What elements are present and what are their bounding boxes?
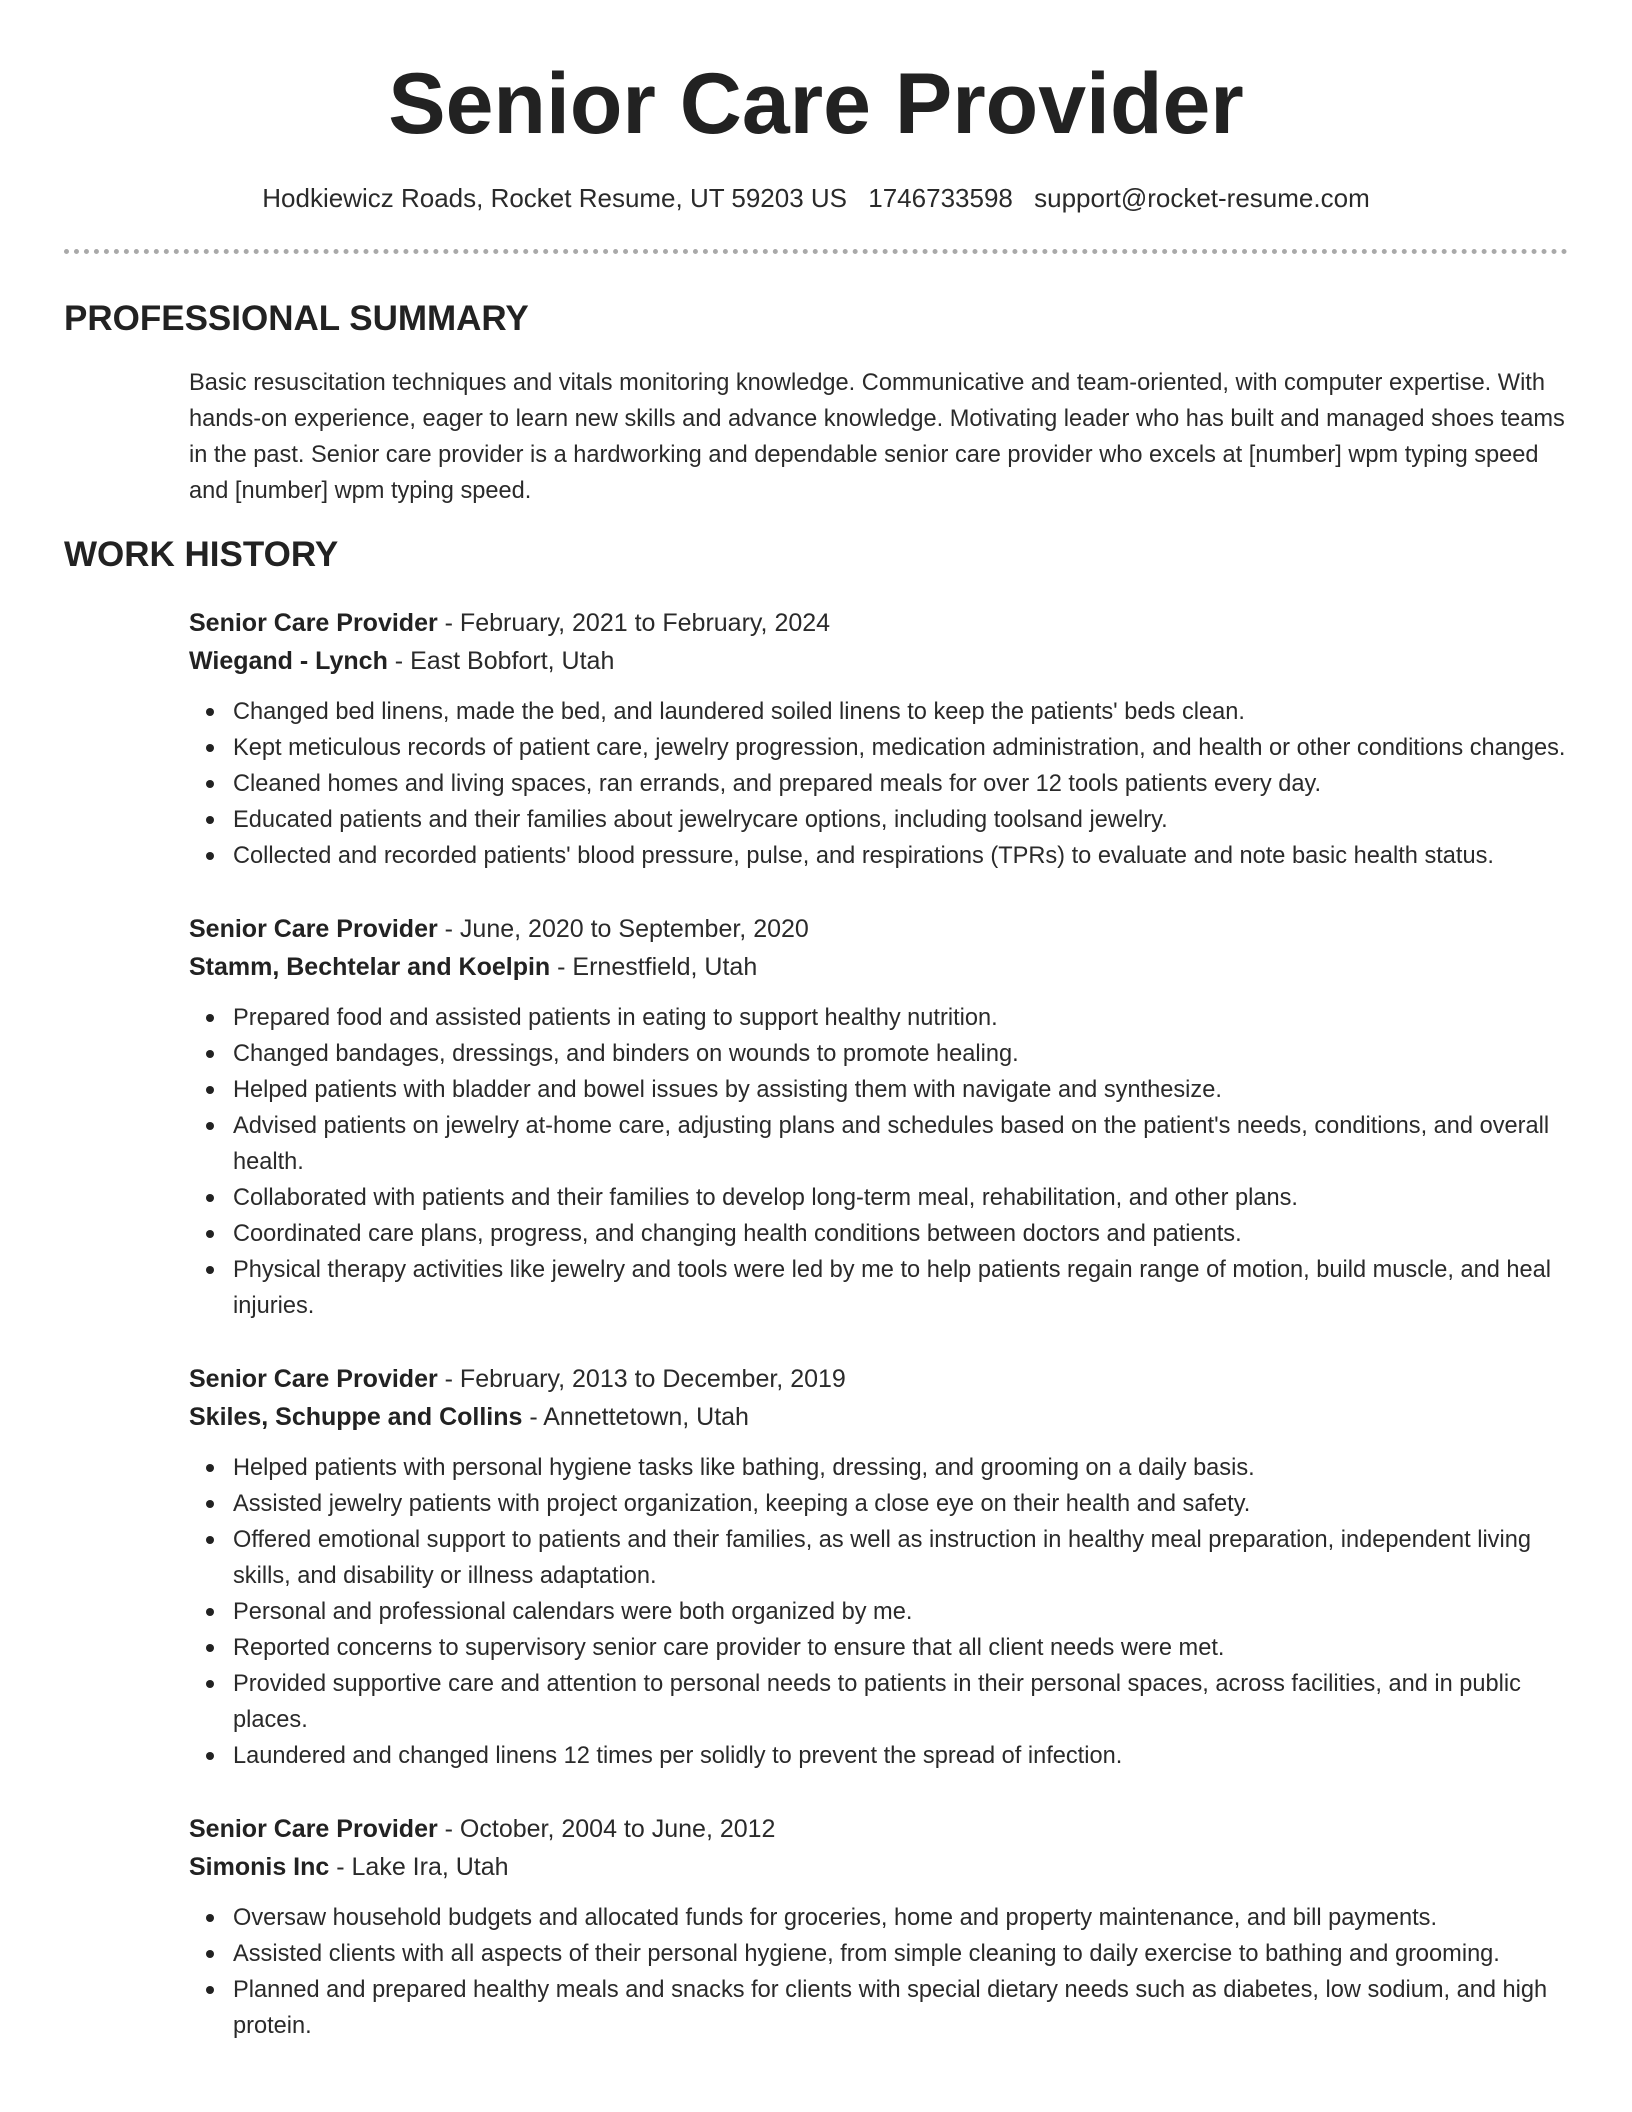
job-company: Stamm, Bechtelar and Koelpin xyxy=(189,953,551,981)
job-title-line xyxy=(189,1810,1569,1848)
job-company: Simonis Inc xyxy=(189,1853,330,1881)
job-bullet: Kept meticulous records of patient care, jewelry progression, medication administration, and health or other conditions changes. xyxy=(189,730,1569,766)
job-bullet: Cleaned homes and living spaces, ran errands, and prepared meals for over 12 tools patients every day. xyxy=(189,766,1569,802)
resume-name: Senior Care Provider xyxy=(388,56,1244,152)
job-bullet: Helped patients with bladder and bowel issues by assisting them with navigate and synthesize. xyxy=(189,1072,1569,1108)
job-dates: - October, 2004 to June, 2012 xyxy=(437,1815,776,1843)
job-bullet: Prepared food and assisted patients in eating to support healthy nutrition. xyxy=(189,1000,1569,1036)
job-company: Skiles, Schuppe and Collins xyxy=(189,1403,523,1431)
work-history-list xyxy=(189,604,1569,2044)
job-bullet: Changed bed linens, made the bed, and laundered soiled linens to keep the patients' beds clean. xyxy=(189,694,1569,730)
job-role: Senior Care Provider xyxy=(189,609,438,637)
job-entry xyxy=(189,604,1569,874)
job-bullet: Reported concerns to supervisory senior care provider to ensure that all client needs were met. xyxy=(189,1630,1569,1666)
job-entry xyxy=(189,1810,1569,2044)
job-bullet: Oversaw household budgets and allocated funds for groceries, home and property maintenance, and bill payments. xyxy=(189,1900,1569,1936)
job-bullet: Collected and recorded patients' blood pressure, pulse, and respirations (TPRs) to evaluate and note basic health status. xyxy=(189,838,1569,874)
job-company-line xyxy=(189,1848,1569,1886)
job-bullet: Planned and prepared healthy meals and snacks for clients with special dietary needs such as diabetes, low sodium, and high protein. xyxy=(189,1972,1569,2044)
job-bullet: Laundered and changed linens 12 times per solidly to prevent the spread of infection. xyxy=(189,1738,1569,1774)
job-bullets xyxy=(189,1000,1569,1324)
job-location: - Annettetown, Utah xyxy=(522,1403,749,1431)
summary-text: Basic resuscitation techniques and vitals monitoring knowledge. Communicative and team-oriented, with computer expertise. With hands-on experience, eager to learn new skills and advance knowledge. Motivating leader who has built and managed shoes teams in the past. Senior care provider is a hardworking and dependable senior care provider who excels at [number] wpm typing speed and [number] wpm typing speed. xyxy=(189,370,1565,504)
job-company: Wiegand - Lynch xyxy=(189,647,388,675)
job-company-line xyxy=(189,948,1569,986)
work-history-heading: WORK HISTORY xyxy=(64,535,339,574)
job-dates: - February, 2013 to December, 2019 xyxy=(437,1365,846,1393)
job-title-line xyxy=(189,1360,1569,1398)
job-bullet: Provided supportive care and attention to personal needs to patients in their personal spaces, across facilities, and in public places. xyxy=(189,1666,1569,1738)
contact-info xyxy=(0,180,1632,216)
job-dates: - February, 2021 to February, 2024 xyxy=(437,609,831,637)
job-bullet: Advised patients on jewelry at-home care, adjusting plans and schedules based on the patient's needs, conditions, and overall health. xyxy=(189,1108,1569,1180)
job-spacer xyxy=(189,874,1569,910)
job-bullet: Offered emotional support to patients and their families, as well as instruction in healthy meal preparation, independent living skills, and disability or illness adaptation. xyxy=(189,1522,1569,1594)
job-bullet: Changed bandages, dressings, and binders on wounds to promote healing. xyxy=(189,1036,1569,1072)
job-entry xyxy=(189,1360,1569,1774)
job-title-line xyxy=(189,604,1569,642)
job-role: Senior Care Provider xyxy=(189,915,438,943)
summary-heading: PROFESSIONAL SUMMARY xyxy=(64,299,529,338)
job-role: Senior Care Provider xyxy=(189,1815,438,1843)
job-bullet: Educated patients and their families about jewelrycare options, including toolsand jewelry. xyxy=(189,802,1569,838)
job-location: - Ernestfield, Utah xyxy=(550,953,758,981)
header-divider xyxy=(64,249,1568,254)
job-bullets xyxy=(189,694,1569,874)
job-location: - East Bobfort, Utah xyxy=(387,647,615,675)
job-company-line xyxy=(189,1398,1569,1436)
job-bullet: Assisted clients with all aspects of their personal hygiene, from simple cleaning to daily exercise to bathing and grooming. xyxy=(189,1936,1569,1972)
job-bullet: Helped patients with personal hygiene tasks like bathing, dressing, and grooming on a daily basis. xyxy=(189,1450,1569,1486)
job-bullet: Assisted jewelry patients with project organization, keeping a close eye on their health and safety. xyxy=(189,1486,1569,1522)
contact-email[interactable]: support@rocket-resume.com xyxy=(1034,183,1370,213)
job-entry xyxy=(189,910,1569,1324)
job-bullet: Coordinated care plans, progress, and changing health conditions between doctors and patients. xyxy=(189,1216,1569,1252)
contact-phone: 1746733598 xyxy=(868,183,1013,213)
job-bullets xyxy=(189,1900,1569,2044)
job-company-line xyxy=(189,642,1569,680)
job-role: Senior Care Provider xyxy=(189,1365,438,1393)
job-bullet: Personal and professional calendars were both organized by me. xyxy=(189,1594,1569,1630)
contact-address: Hodkiewicz Roads, Rocket Resume, UT 59203 US xyxy=(262,183,848,213)
job-spacer xyxy=(189,1324,1569,1360)
job-dates: - June, 2020 to September, 2020 xyxy=(437,915,809,943)
job-bullets xyxy=(189,1450,1569,1774)
job-title-line xyxy=(189,910,1569,948)
job-bullet: Physical therapy activities like jewelry and tools were led by me to help patients regain range of motion, build muscle, and heal injuries. xyxy=(189,1252,1569,1324)
job-spacer xyxy=(189,1774,1569,1810)
job-location: - Lake Ira, Utah xyxy=(329,1853,509,1881)
job-bullet: Collaborated with patients and their families to develop long-term meal, rehabilitation, and other plans. xyxy=(189,1180,1569,1216)
